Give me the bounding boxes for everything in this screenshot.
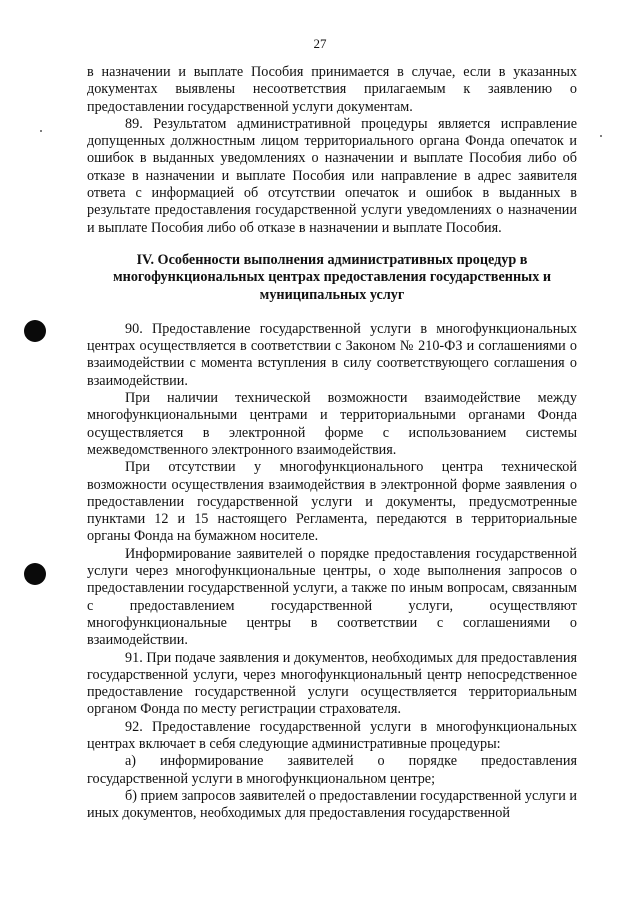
paragraph: в назначении и выплате Пособия принимается в случае, если в указанных документах выявлены несоответствия прилагаемым к заявлению о предоставлении государственной услуги документам. (87, 64, 577, 115)
paragraph-91: 91. При подаче заявления и документов, необходимых для предоставления государственной услуги, через многофункциональный центр непосредственное предоставление государственной услуги осуществляется территориальным органом Фонда по месту регистрации страхователя. (87, 649, 577, 718)
paragraph: При наличии технической возможности взаимодействие между многофункциональными центрами и территориальными органами Фонда осуществляется в электронной форме с использованием системы межведомственного электронного взаимодействия. (87, 390, 577, 458)
scan-speck (600, 135, 602, 137)
paragraph: При отсутствии у многофункционального центра технической возможности осуществления взаимодействия в электронной форме заявления о предоставлении государственной услуги и документы, предусмотренные пунктами 12 и 15 настоящего Регламента, передаются в территориальные органы Фонда на бумажном носителе. (87, 459, 577, 545)
punch-hole (24, 563, 46, 585)
paragraph-92: 92. Предоставление государственной услуги в многофункциональных центрах включает в себя следующие административные процедуры: (87, 718, 577, 752)
punch-hole (24, 320, 46, 342)
paragraph-90: 90. Предоставление государственной услуги в многофункциональных центрах осуществляется в соответствии с Законом № 210-ФЗ и соглашениями о взаимодействии с момента вступления в силу соответствующего соглашения о взаимодействии. (87, 320, 577, 389)
list-item-a: а) информирование заявителей о порядке предоставления государственной услуги в многофункциональном центре; (87, 753, 577, 787)
scan-speck (40, 130, 42, 132)
page-number: 27 (313, 36, 327, 51)
section-heading: IV. Особенности выполнения административных процедур в многофункциональных центрах предоставления государственных и муниципальных услуг (112, 251, 552, 303)
paragraph: Информирование заявителей о порядке предоставления государственной услуги через многофункциональные центры, о ходе выполнения запросов о предоставлении государственной услуги, а также по иным вопросам, связанным с предоставлением государственной услуги, осуществляют многофункциональные центры в соответствии с соглашениями о взаимодействии. (87, 545, 577, 649)
document-body (87, 64, 577, 822)
list-item-b: б) прием запросов заявителей о предоставлении государственной услуги и иных документов, необходимых для предоставления государственной (87, 787, 577, 822)
paragraph-89: 89. Результатом административной процедуры является исправление допущенных должностным лицом территориального органа Фонда опечаток и ошибок в выданных уведомлениях о назначении и выплате Пособия либо об отказе в назначении и выплате Пособия или направление в адрес заявителя ответа с информацией об отсутствии опечаток и ошибок в выданных в результате предоставления государственной услуги уведомлениях о назначении и выплате Пособия либо об отказе в назначении и выплате Пособия. (87, 115, 577, 236)
